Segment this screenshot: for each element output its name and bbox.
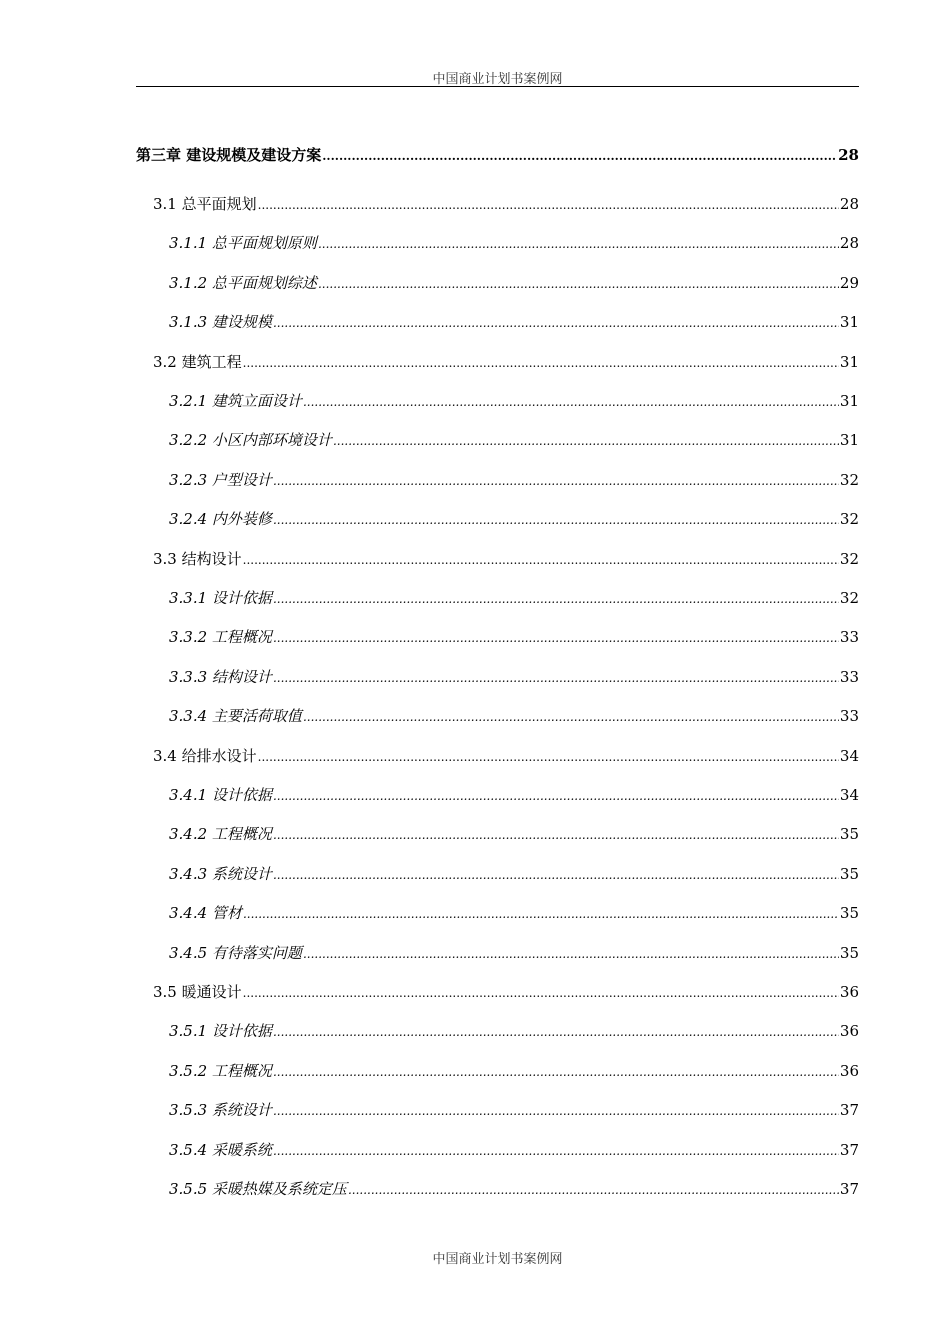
toc-entry-page-number: 32	[839, 589, 859, 607]
toc-entry-page-number: 32	[839, 470, 859, 489]
toc-dot-leader	[273, 1021, 839, 1043]
toc-entry-page-number: 28	[838, 146, 859, 164]
toc-entry-page-number: 29	[839, 273, 859, 292]
toc-entry-page-number: 37	[839, 1101, 859, 1120]
toc-dot-leader	[303, 706, 839, 728]
toc-entry-label: 3.5.2 工程概况	[169, 1061, 272, 1080]
toc-entry[interactable]	[136, 351, 859, 373]
toc-dot-leader	[273, 627, 839, 649]
toc-dot-leader	[318, 233, 839, 255]
toc-entry-label: 3.4.4 管材	[169, 904, 242, 923]
toc-entry-page-number: 35	[839, 943, 859, 962]
toc-entry-page-number: 33	[839, 667, 859, 686]
toc-entry[interactable]	[136, 981, 859, 1003]
toc-entry-label: 3.4.3 系统设计	[169, 864, 272, 883]
toc-entry-label: 3.4.2 工程概况	[169, 825, 272, 844]
toc-entry[interactable]	[136, 429, 859, 451]
toc-entry-page-number: 35	[839, 904, 859, 923]
toc-entry[interactable]	[136, 144, 859, 166]
toc-entry-label: 3.3.3 结构设计	[169, 667, 272, 686]
toc-entry[interactable]	[136, 863, 859, 885]
toc-entry-page-number: 35	[839, 825, 859, 844]
toc-dot-leader	[333, 430, 839, 452]
toc-entry-label: 3.2.4 内外装修	[169, 510, 272, 529]
toc-entry-page-number: 34	[839, 786, 859, 804]
toc-dot-leader	[243, 903, 839, 925]
toc-entry-label: 3.1.2 总平面规划综述	[169, 273, 317, 292]
toc-entry-label: 3.4.5 有待落实问题	[169, 943, 302, 962]
toc-entry-page-number: 36	[839, 983, 859, 1001]
toc-entry[interactable]	[136, 1178, 859, 1200]
toc-entry-label: 3.3.1 设计依据	[169, 589, 272, 607]
toc-dot-leader	[273, 667, 839, 689]
toc-entry[interactable]	[136, 193, 859, 215]
toc-dot-leader	[243, 982, 839, 1004]
toc-entry-label: 3.3.2 工程概况	[169, 628, 272, 647]
toc-dot-leader	[273, 785, 839, 807]
toc-entry[interactable]	[136, 469, 859, 491]
toc-entry-page-number: 34	[839, 746, 859, 765]
toc-entry[interactable]	[136, 784, 859, 806]
toc-entry-page-number: 31	[839, 352, 859, 371]
header-rule	[136, 86, 859, 87]
toc-dot-leader	[318, 273, 839, 295]
toc-dot-leader	[273, 1100, 839, 1122]
toc-entry[interactable]	[136, 823, 859, 845]
toc-entry-label: 3.2.2 小区内部环境设计	[169, 431, 332, 450]
toc-entry-page-number: 32	[839, 510, 859, 529]
toc-entry-page-number: 28	[839, 234, 859, 253]
toc-entry[interactable]	[136, 666, 859, 688]
toc-dot-leader	[243, 549, 839, 571]
toc-dot-leader	[273, 509, 839, 531]
toc-entry-label: 3.3.4 主要活荷取值	[169, 707, 302, 726]
toc-entry-label: 3.5 暖通设计	[153, 983, 242, 1001]
toc-dot-leader	[273, 312, 839, 334]
toc-entry[interactable]	[136, 1020, 859, 1042]
toc-entry-label: 3.2.1 建筑立面设计	[169, 392, 302, 410]
toc-entry[interactable]	[136, 587, 859, 609]
toc-entry[interactable]	[136, 1099, 859, 1121]
toc-entry[interactable]	[136, 272, 859, 294]
toc-entry[interactable]	[136, 508, 859, 530]
toc-entry[interactable]	[136, 902, 859, 924]
toc-entry-page-number: 31	[839, 313, 859, 332]
toc-dot-leader	[273, 1140, 839, 1162]
toc-entry-label: 3.5.1 设计依据	[169, 1022, 272, 1041]
toc-dot-leader	[303, 943, 839, 965]
toc-entry-label: 3.1.3 建设规模	[169, 313, 272, 332]
toc-entry[interactable]	[136, 745, 859, 767]
toc-entry-page-number: 36	[839, 1061, 859, 1080]
toc-entry-page-number: 31	[839, 392, 859, 410]
toc-dot-leader	[273, 864, 839, 886]
page-header: 中国商业计划书案例网	[432, 72, 563, 87]
toc-entry-label: 3.5.3 系统设计	[169, 1101, 272, 1120]
toc-entry-page-number: 33	[839, 628, 859, 647]
toc-dot-leader	[243, 352, 839, 374]
page-footer: 中国商业计划书案例网	[432, 1252, 563, 1267]
toc-entry-page-number: 36	[839, 1022, 859, 1041]
toc-dot-leader	[273, 588, 839, 610]
toc-entry-page-number: 35	[839, 864, 859, 883]
toc-dot-leader	[348, 1179, 839, 1201]
toc-entry[interactable]	[136, 942, 859, 964]
toc-entry[interactable]	[136, 311, 859, 333]
toc-dot-leader	[273, 1061, 839, 1083]
toc-entry-label: 3.4 给排水设计	[153, 746, 257, 765]
toc-entry-page-number: 37	[839, 1140, 859, 1159]
toc-dot-leader	[303, 391, 839, 413]
toc-entry[interactable]	[136, 705, 859, 727]
toc-entry-page-number: 33	[839, 707, 859, 726]
toc-dot-leader	[258, 194, 839, 216]
toc-dot-leader	[258, 746, 839, 768]
toc-dot-leader	[273, 824, 839, 846]
toc-entry-label: 3.5.5 采暖热媒及系统定压	[169, 1180, 347, 1198]
toc-entry-label: 3.2 建筑工程	[153, 352, 242, 371]
toc-entry[interactable]	[136, 1060, 859, 1082]
toc-entry[interactable]	[136, 232, 859, 254]
toc-entry[interactable]	[136, 1139, 859, 1161]
toc-entry-label: 第三章 建设规模及建设方案	[136, 146, 322, 164]
toc-entry-label: 3.3 结构设计	[153, 549, 242, 568]
toc-entry-label: 3.2.3 户型设计	[169, 470, 272, 489]
toc-entry-page-number: 32	[839, 549, 859, 568]
toc-entry-label: 3.1 总平面规划	[153, 195, 257, 213]
toc-entry-page-number: 37	[839, 1180, 859, 1198]
toc-entry[interactable]	[136, 390, 859, 412]
toc-entry[interactable]	[136, 548, 859, 570]
toc-entry-page-number: 31	[839, 431, 859, 450]
toc-dot-leader	[322, 145, 837, 167]
toc-dot-leader	[273, 470, 839, 492]
toc-entry[interactable]	[136, 626, 859, 648]
toc-entry-label: 3.1.1 总平面规划原则	[169, 234, 317, 253]
toc-entry-label: 3.4.1 设计依据	[169, 786, 272, 804]
toc-entry-label: 3.5.4 采暖系统	[169, 1140, 272, 1159]
toc-entry-page-number: 28	[839, 195, 859, 213]
